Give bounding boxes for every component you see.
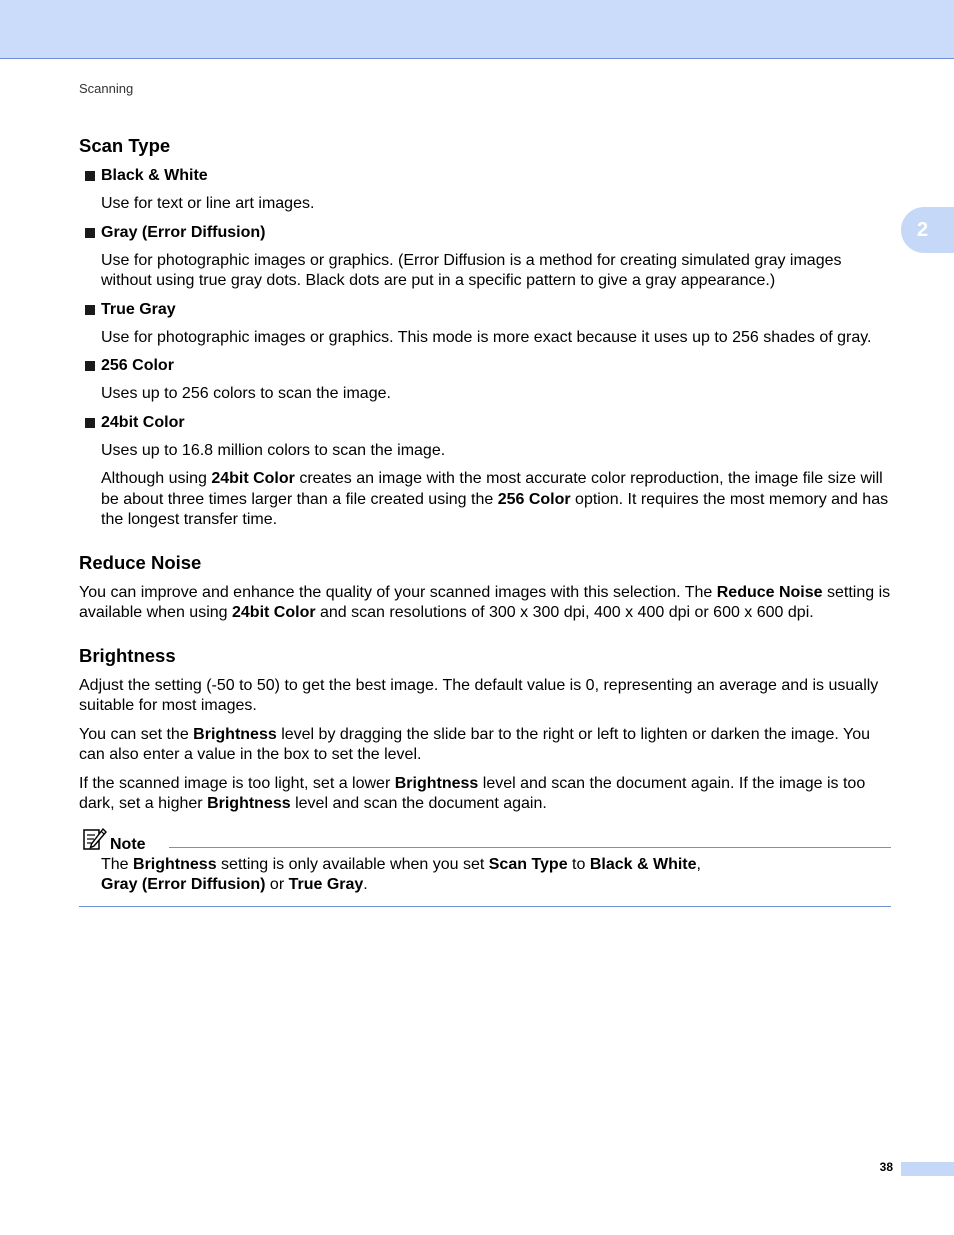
brightness-paragraph-2 <box>79 725 891 766</box>
note-header <box>79 831 891 855</box>
square-bullet-icon <box>85 305 95 315</box>
page-number: 38 <box>879 1160 893 1174</box>
item-body-gray-error-diffusion: Use for photographic images or graphics. (Error Diffusion is a method for creating simulated gray images without using true gray dots. Black dots are put in a specific pattern to give a gray appearance.) <box>101 251 842 289</box>
bold-term: Reduce Noise <box>716 583 823 601</box>
square-bullet-icon <box>85 361 95 371</box>
bold-term: 24bit Color <box>211 470 295 487</box>
text-run: to <box>567 855 590 873</box>
item-title-256-color <box>79 356 891 376</box>
item-body-256-color: Uses up to 256 colors to scan the image. <box>101 385 391 402</box>
running-head: Scanning <box>79 81 134 96</box>
text-run: Although using <box>101 470 212 487</box>
bold-term: Brightness <box>193 725 277 743</box>
text-run: setting is only available when you set <box>216 855 489 873</box>
bold-term: Gray (Error Diffusion) <box>101 876 266 893</box>
bold-term: 256 Color <box>497 490 571 508</box>
chapter-tab: 2 <box>901 207 954 253</box>
item-title-label: 256 Color <box>101 357 174 374</box>
text-run: , <box>696 855 701 873</box>
text-run: option. It requires the most memory and has the longest transfer time. <box>101 490 889 528</box>
note-body <box>101 855 891 896</box>
brightness-paragraph-1: Adjust the setting (-50 to 50) to get the best image. The default value is 0, representing an average and is usually suitable for most images. <box>79 676 879 714</box>
item-title-label: 24bit Color <box>101 413 185 431</box>
bold-term: Brightness <box>207 795 291 812</box>
text-run: level and scan the document again. If the image is too dark, set a higher <box>79 774 866 812</box>
item-body-24bit-color: Uses up to 16.8 million colors to scan the image. <box>101 441 446 459</box>
note-rule <box>169 847 891 848</box>
reduce-noise-heading: Reduce Noise <box>79 551 202 573</box>
text-run: . <box>363 876 368 893</box>
item-title-gray-error-diffusion <box>79 223 891 243</box>
bold-term: Scan Type <box>488 855 568 873</box>
reduce-noise-paragraph <box>79 583 891 624</box>
bold-term: Brightness <box>394 774 479 792</box>
item-title-24bit-color <box>79 413 891 433</box>
page-content <box>79 134 891 907</box>
text-run: and scan resolutions of 300 x 300 dpi, 400 x 400 dpi or 600 x 600 dpi. <box>315 604 814 621</box>
brightness-heading: Brightness <box>79 644 176 666</box>
square-bullet-icon <box>85 228 95 238</box>
text-run: setting is available when using <box>79 583 891 621</box>
brightness-paragraph-3 <box>79 774 891 815</box>
item-title-label: True Gray <box>101 300 176 318</box>
note-box <box>79 831 891 907</box>
item-title-label: Black & White <box>101 167 208 184</box>
item-body-true-gray: Use for photographic images or graphics. This mode is more exact because it uses up to 256 shades of gray. <box>101 328 872 346</box>
item-body-24bit-color-extra <box>101 469 891 531</box>
text-run: You can improve and enhance the quality of your scanned images with this selection. The <box>79 583 717 601</box>
bold-term: True Gray <box>288 876 364 893</box>
item-title-true-gray <box>79 300 891 320</box>
bold-term: Black & White <box>589 855 697 873</box>
square-bullet-icon <box>85 171 95 181</box>
text-run: level by dragging the slide bar to the right or left to lighten or darken the image. You can also enter a value in the box to set the level. <box>79 725 871 763</box>
bold-term: Brightness <box>133 855 217 873</box>
text-run: You can set the <box>79 725 194 743</box>
square-bullet-icon <box>85 418 95 428</box>
text-run: or <box>265 876 289 893</box>
text-run: creates an image with the most accurate color reproduction, the image file size will be about three times larger than a file created using the <box>101 470 883 508</box>
text-run: The <box>101 855 134 873</box>
item-body-black-white: Use for text or line art images. <box>101 195 315 212</box>
header-band <box>0 0 954 59</box>
item-title-label: Gray (Error Diffusion) <box>101 223 266 241</box>
text-run: If the scanned image is too light, set a lower <box>79 774 395 792</box>
text-run: level and scan the document again. <box>290 795 547 812</box>
bold-term: 24bit Color <box>232 604 316 621</box>
scan-type-heading: Scan Type <box>79 135 171 156</box>
note-label: Note <box>110 835 146 853</box>
note-pencil-icon <box>81 827 107 853</box>
item-title-black-white <box>79 166 891 186</box>
footer-band <box>901 1162 954 1176</box>
